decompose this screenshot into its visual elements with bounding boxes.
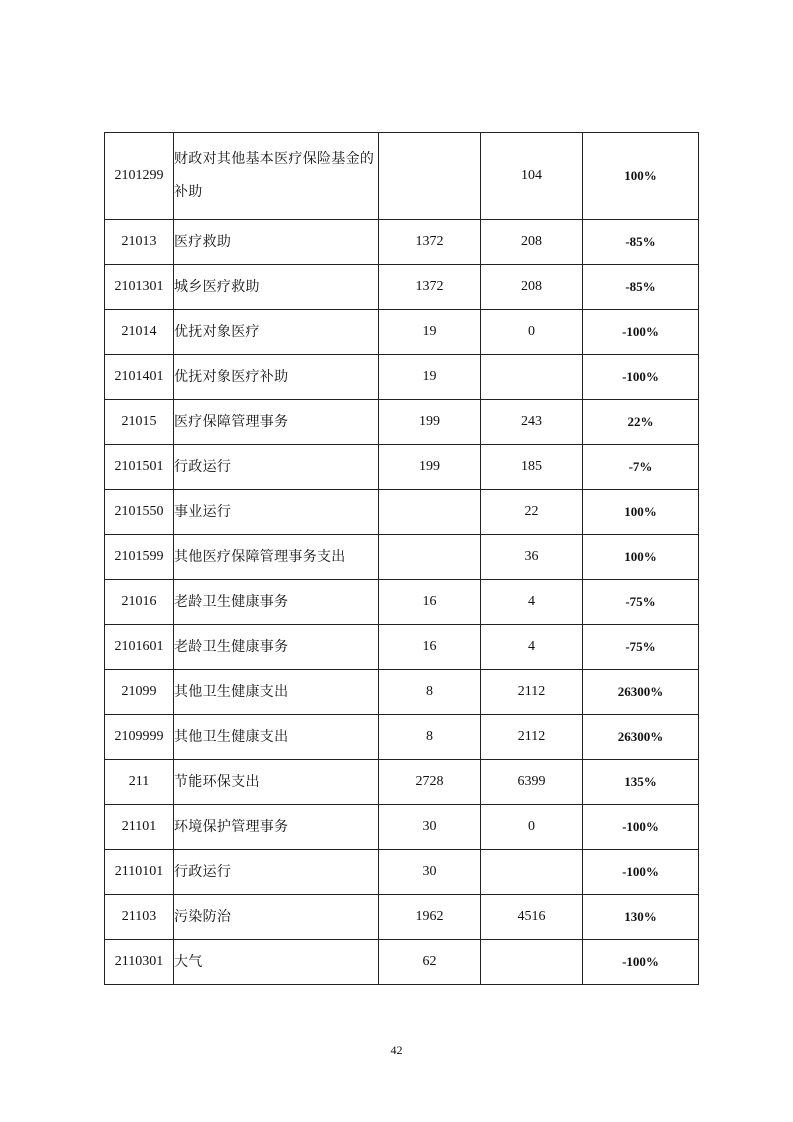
item-name-cell: 老龄卫生健康事务 [174, 625, 379, 670]
prior-year-cell: 1962 [379, 895, 481, 940]
prior-year-cell: 30 [379, 805, 481, 850]
prior-year-cell: 30 [379, 850, 481, 895]
prior-year-cell: 8 [379, 715, 481, 760]
item-name-cell: 事业运行 [174, 490, 379, 535]
prior-year-cell: 16 [379, 580, 481, 625]
code-cell: 21016 [105, 580, 174, 625]
current-year-cell: 208 [481, 220, 583, 265]
prior-year-cell [379, 535, 481, 580]
table-row [105, 535, 699, 580]
table-row [105, 220, 699, 265]
item-name-cell: 医疗保障管理事务 [174, 400, 379, 445]
code-cell: 21015 [105, 400, 174, 445]
table-row [105, 133, 699, 220]
change-percent-cell: 135% [583, 760, 699, 805]
item-name-cell: 财政对其他基本医疗保险基金的补助 [174, 133, 379, 220]
current-year-cell: 0 [481, 310, 583, 355]
change-percent-cell: -75% [583, 580, 699, 625]
prior-year-cell: 199 [379, 445, 481, 490]
change-percent-cell: 26300% [583, 715, 699, 760]
change-percent-cell: 130% [583, 895, 699, 940]
item-name-cell: 医疗救助 [174, 220, 379, 265]
change-percent-cell: -100% [583, 805, 699, 850]
prior-year-cell: 19 [379, 310, 481, 355]
current-year-cell: 243 [481, 400, 583, 445]
table-row [105, 265, 699, 310]
current-year-cell: 36 [481, 535, 583, 580]
code-cell: 2101401 [105, 355, 174, 400]
current-year-cell: 4 [481, 580, 583, 625]
item-name-cell: 行政运行 [174, 445, 379, 490]
page-number: 42 [390, 1043, 403, 1057]
table-row [105, 760, 699, 805]
item-name-cell: 其他医疗保障管理事务支出 [174, 535, 379, 580]
current-year-cell: 185 [481, 445, 583, 490]
table-row [105, 895, 699, 940]
code-cell: 21101 [105, 805, 174, 850]
table-row [105, 355, 699, 400]
current-year-cell: 6399 [481, 760, 583, 805]
code-cell: 2101299 [105, 133, 174, 220]
current-year-cell: 208 [481, 265, 583, 310]
item-name-cell: 其他卫生健康支出 [174, 715, 379, 760]
prior-year-cell: 2728 [379, 760, 481, 805]
change-percent-cell: 26300% [583, 670, 699, 715]
table-row [105, 445, 699, 490]
prior-year-cell: 1372 [379, 265, 481, 310]
change-percent-cell: 100% [583, 133, 699, 220]
prior-year-cell: 16 [379, 625, 481, 670]
item-name-cell: 优抚对象医疗 [174, 310, 379, 355]
code-cell: 21099 [105, 670, 174, 715]
item-name-cell: 老龄卫生健康事务 [174, 580, 379, 625]
current-year-cell: 4516 [481, 895, 583, 940]
table-row [105, 490, 699, 535]
prior-year-cell: 8 [379, 670, 481, 715]
prior-year-cell: 62 [379, 940, 481, 985]
current-year-cell: 2112 [481, 715, 583, 760]
table-body [105, 133, 699, 985]
table-row [105, 310, 699, 355]
code-cell: 2101501 [105, 445, 174, 490]
table-row [105, 850, 699, 895]
item-name-cell: 行政运行 [174, 850, 379, 895]
item-name-cell: 其他卫生健康支出 [174, 670, 379, 715]
code-cell: 21013 [105, 220, 174, 265]
change-percent-cell: -100% [583, 310, 699, 355]
item-name-cell: 大气 [174, 940, 379, 985]
prior-year-cell [379, 133, 481, 220]
table-row [105, 670, 699, 715]
change-percent-cell: -85% [583, 220, 699, 265]
code-cell: 2110101 [105, 850, 174, 895]
table-row [105, 580, 699, 625]
code-cell: 2101301 [105, 265, 174, 310]
prior-year-cell: 1372 [379, 220, 481, 265]
code-cell: 2109999 [105, 715, 174, 760]
budget-table [104, 132, 699, 985]
table-row [105, 940, 699, 985]
change-percent-cell: -85% [583, 265, 699, 310]
prior-year-cell: 19 [379, 355, 481, 400]
current-year-cell: 104 [481, 133, 583, 220]
table-row [105, 625, 699, 670]
table-row [105, 400, 699, 445]
current-year-cell: 4 [481, 625, 583, 670]
current-year-cell [481, 355, 583, 400]
current-year-cell: 22 [481, 490, 583, 535]
prior-year-cell [379, 490, 481, 535]
change-percent-cell: -100% [583, 355, 699, 400]
item-name-cell: 环境保护管理事务 [174, 805, 379, 850]
item-name-cell: 节能环保支出 [174, 760, 379, 805]
current-year-cell [481, 940, 583, 985]
prior-year-cell: 199 [379, 400, 481, 445]
code-cell: 21014 [105, 310, 174, 355]
code-cell: 2110301 [105, 940, 174, 985]
table-row [105, 715, 699, 760]
change-percent-cell: 22% [583, 400, 699, 445]
item-name-cell: 城乡医疗救助 [174, 265, 379, 310]
code-cell: 2101599 [105, 535, 174, 580]
change-percent-cell: 100% [583, 535, 699, 580]
change-percent-cell: 100% [583, 490, 699, 535]
change-percent-cell: -7% [583, 445, 699, 490]
current-year-cell: 2112 [481, 670, 583, 715]
table-row [105, 805, 699, 850]
code-cell: 211 [105, 760, 174, 805]
code-cell: 2101550 [105, 490, 174, 535]
code-cell: 21103 [105, 895, 174, 940]
change-percent-cell: -100% [583, 940, 699, 985]
current-year-cell: 0 [481, 805, 583, 850]
change-percent-cell: -75% [583, 625, 699, 670]
item-name-cell: 污染防治 [174, 895, 379, 940]
code-cell: 2101601 [105, 625, 174, 670]
item-name-cell: 优抚对象医疗补助 [174, 355, 379, 400]
current-year-cell [481, 850, 583, 895]
change-percent-cell: -100% [583, 850, 699, 895]
